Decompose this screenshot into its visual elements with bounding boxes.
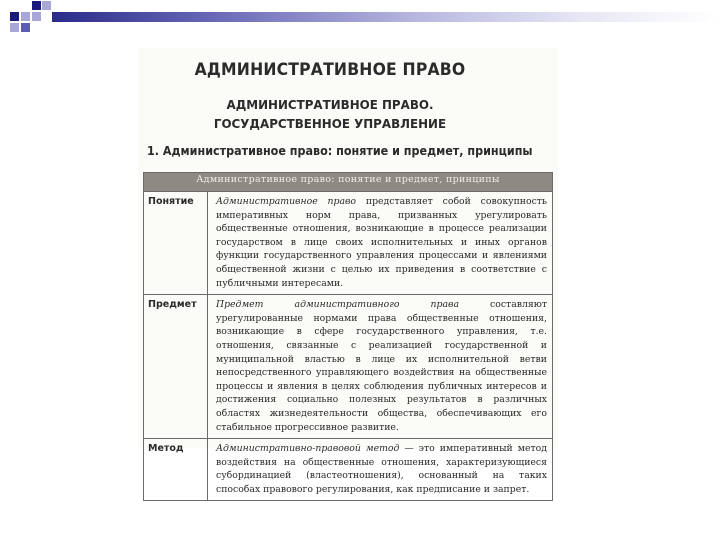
square-decoration	[21, 12, 30, 21]
corner-squares-decoration	[0, 0, 60, 40]
row-term: Предмет административного права	[216, 299, 459, 311]
square-decoration	[10, 12, 19, 21]
page-title: АДМИНИСТРАТИВНОЕ ПРАВО	[194, 60, 466, 80]
row-label: Предмет	[144, 295, 208, 439]
definitions-table	[143, 172, 553, 501]
square-decoration	[42, 1, 51, 10]
row-label: Понятие	[144, 192, 208, 295]
row-description	[208, 192, 553, 295]
row-description	[208, 439, 553, 501]
table-row	[144, 295, 553, 439]
table-caption: Административное право: понятие и предмет, принципы	[144, 173, 553, 192]
square-decoration	[10, 23, 19, 32]
gradient-bar	[52, 12, 720, 22]
table-header-row	[144, 173, 553, 192]
row-term: Административно-правовой метод	[216, 443, 400, 455]
table-row	[144, 439, 553, 501]
row-text: составляют урегулированные нормами права общественные отношения, возникающие в сфере государственного управления, т.е. отношения, связанные с реализацией государственной и муниципальной властью в лице их исполнительной ветви непосредственного управляющего воздействия на общественные процессы и явления в целях соблюдения публичных интересов и достижения социально полезных результатов в различных областях жизнедеятельности общества, обеспечивающих его стабильное прогрессивное развитие.	[216, 299, 547, 433]
row-text: — это императивный метод воздействия на общественные отношения, характеризующиеся субординацией (властеотношения), основанный на таких способах правового регулирования, как предписание и запрет.	[216, 443, 548, 495]
section-title: 1. Административное право: понятие и предмет, принципы	[147, 144, 533, 158]
square-decoration	[21, 23, 30, 32]
square-decoration	[32, 1, 41, 10]
row-label: Метод	[144, 439, 208, 501]
row-description	[208, 295, 553, 439]
chapter-title	[207, 95, 454, 133]
row-text: представляет собой совокупность императивных норм права, призванных урегулировать общественные отношения, возникающие в процессе реализации государством в лице своих исполнительных и иных органов функции государственного управления процессами и явлениями общественной жизни с целью их приведения в соответствие с публичными интересами.	[216, 196, 547, 289]
table-row	[144, 192, 553, 295]
row-term: Административное право	[216, 196, 357, 207]
square-decoration	[32, 12, 41, 21]
chapter-title-line: АДМИНИСТРАТИВНОЕ ПРАВО.	[226, 97, 434, 112]
chapter-title-line: ГОСУДАРСТВЕННОЕ УПРАВЛЕНИЕ	[213, 116, 447, 131]
